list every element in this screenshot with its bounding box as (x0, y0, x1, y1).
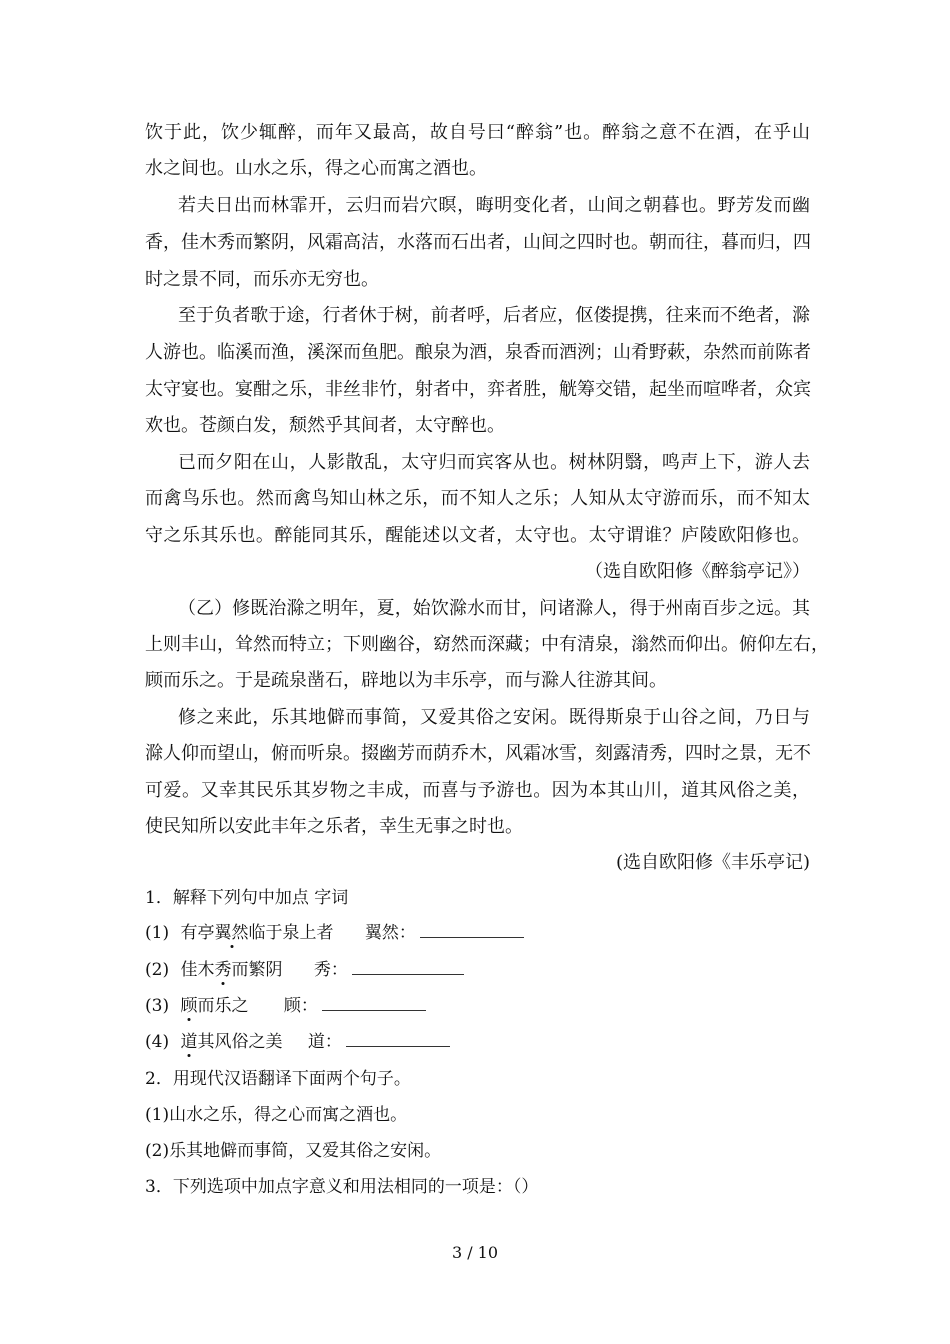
passage-b-line: 顾而乐之。于是疏泉凿石，辟地以为丰乐亭，而与滁人往游其间。 (145, 670, 667, 691)
item-text-after: 其风俗之美 (197, 1032, 283, 1052)
question-3-title: 3．下列选项中加点字意义和用法相同的一项是：（） (145, 1177, 539, 1197)
passage-b-line: 滁人仰而望山，俯而听泉。掇幽芳而荫乔木，风霜冰雪，刻露清秀，四时之景，无不 (145, 743, 811, 764)
question-2-item: (1)山水之乐，得之心而寓之酒也。 (145, 1105, 408, 1125)
passage-b-line: 修之来此，乐其地僻而事简，又爱其俗之安闲。既得斯泉于山谷之间，乃日与 (178, 707, 810, 728)
passage-a-line: 香，佳木秀而繁阴，风霜高洁，水落而石出者，山间之四时也。朝而往，暮而归，四 (145, 232, 811, 253)
dotted-word: 道 (180, 1032, 198, 1052)
passage-a-line: 守之乐其乐也。醉能同其乐，醒能述以文者，太守也。太守谓谁？庐陵欧阳修也。 (145, 525, 810, 546)
passage-b-line: （乙）修既治滁之明年，夏，始饮滁水而甘，问诸滁人，得于州南百步之远。其 (178, 598, 810, 619)
answer-blank[interactable] (420, 921, 524, 938)
answer-blank[interactable] (322, 994, 426, 1011)
question-2-title: 2．用现代汉语翻译下面两个句子。 (145, 1069, 411, 1089)
question-1-item (145, 1030, 810, 1054)
item-number: (3) (145, 996, 170, 1016)
item-text-before: 佳木 (180, 960, 215, 980)
question-1-item (145, 958, 810, 982)
item-number: (2) (145, 960, 170, 980)
passage-a-line: 水之间也。山水之乐，得之心而寓之酒也。 (145, 158, 487, 179)
passage-b-source: (选自欧阳修《丰乐亭记) (615, 852, 810, 873)
item-number: (4) (145, 1032, 170, 1052)
term-label: 秀： (313, 960, 348, 980)
answer-blank[interactable] (346, 1030, 450, 1047)
term-label: 翼然： (364, 923, 416, 943)
passage-a-line: 而禽鸟乐也。然而禽鸟知山林之乐，而不知人之乐；人知从太守游而乐，而不知太 (145, 488, 810, 509)
passage-b-line: 使民知所以安此丰年之乐者，幸生无事之时也。 (145, 816, 523, 837)
item-number: (1) (145, 923, 170, 943)
term-label: 顾： (283, 996, 318, 1016)
passage-a-line: 太守宴也。宴酣之乐，非丝非竹，射者中，弈者胜，觥筹交错，起坐而喧哗者，众宾 (145, 379, 811, 400)
passage-b-line: 上则丰山，耸然而特立；下则幽谷，窈然而深藏；中有清泉，滃然而仰出。俯仰左右， (145, 634, 829, 655)
dotted-word: 秀 (214, 960, 232, 980)
passage-b-line: 可爱。又幸其民乐其岁物之丰成，而喜与予游也。因为本其山川，道其风俗之美， (145, 780, 810, 801)
passage-a-line: 人游也。临溪而渔，溪深而鱼肥。酿泉为酒，泉香而酒洌；山肴野蔌，杂然而前陈者 (145, 342, 811, 363)
passage-a-line: 若夫日出而林霏开，云归而岩穴暝，晦明变化者，山间之朝暮也。野芳发而幽 (178, 195, 810, 216)
item-text-after: 而繁阴 (231, 960, 283, 980)
page-number: 3 / 10 (451, 1243, 499, 1262)
passage-a-line: 欢也。苍颜白发，颓然乎其间者，太守醉也。 (145, 415, 505, 436)
passage-a-line: 至于负者歌于途，行者休于树，前者呼，后者应，伛偻提携，往来而不绝者，滁 (178, 305, 810, 326)
question-2-item: (2)乐其地僻而事简，又爱其俗之安闲。 (145, 1141, 442, 1161)
dotted-word: 翼然 (214, 923, 249, 943)
item-text-after: 而乐之 (197, 996, 249, 1016)
passage-a-line: 饮于此，饮少辄醉，而年又最高，故自号曰“醉翁”也。醉翁之意不在酒，在乎山 (145, 122, 810, 143)
question-1-title: 1．解释下列句中加点 字词 (145, 888, 349, 908)
passage-a-line: 已而夕阳在山，人影散乱，太守归而宾客从也。树林阴翳，鸣声上下，游人去 (178, 452, 810, 473)
question-1-item (145, 994, 810, 1018)
term-label: 道： (307, 1032, 342, 1052)
passage-a-line: 时之景不同，而乐亦无穷也。 (145, 269, 379, 290)
passage-a-source: （选自欧阳修《醉翁亭记》） (585, 561, 810, 582)
item-text-after: 临于泉上者 (248, 923, 334, 943)
dotted-word: 顾 (180, 996, 198, 1016)
item-text-before: 有亭 (180, 923, 215, 943)
answer-blank[interactable] (352, 958, 464, 975)
question-1-item (145, 921, 810, 945)
